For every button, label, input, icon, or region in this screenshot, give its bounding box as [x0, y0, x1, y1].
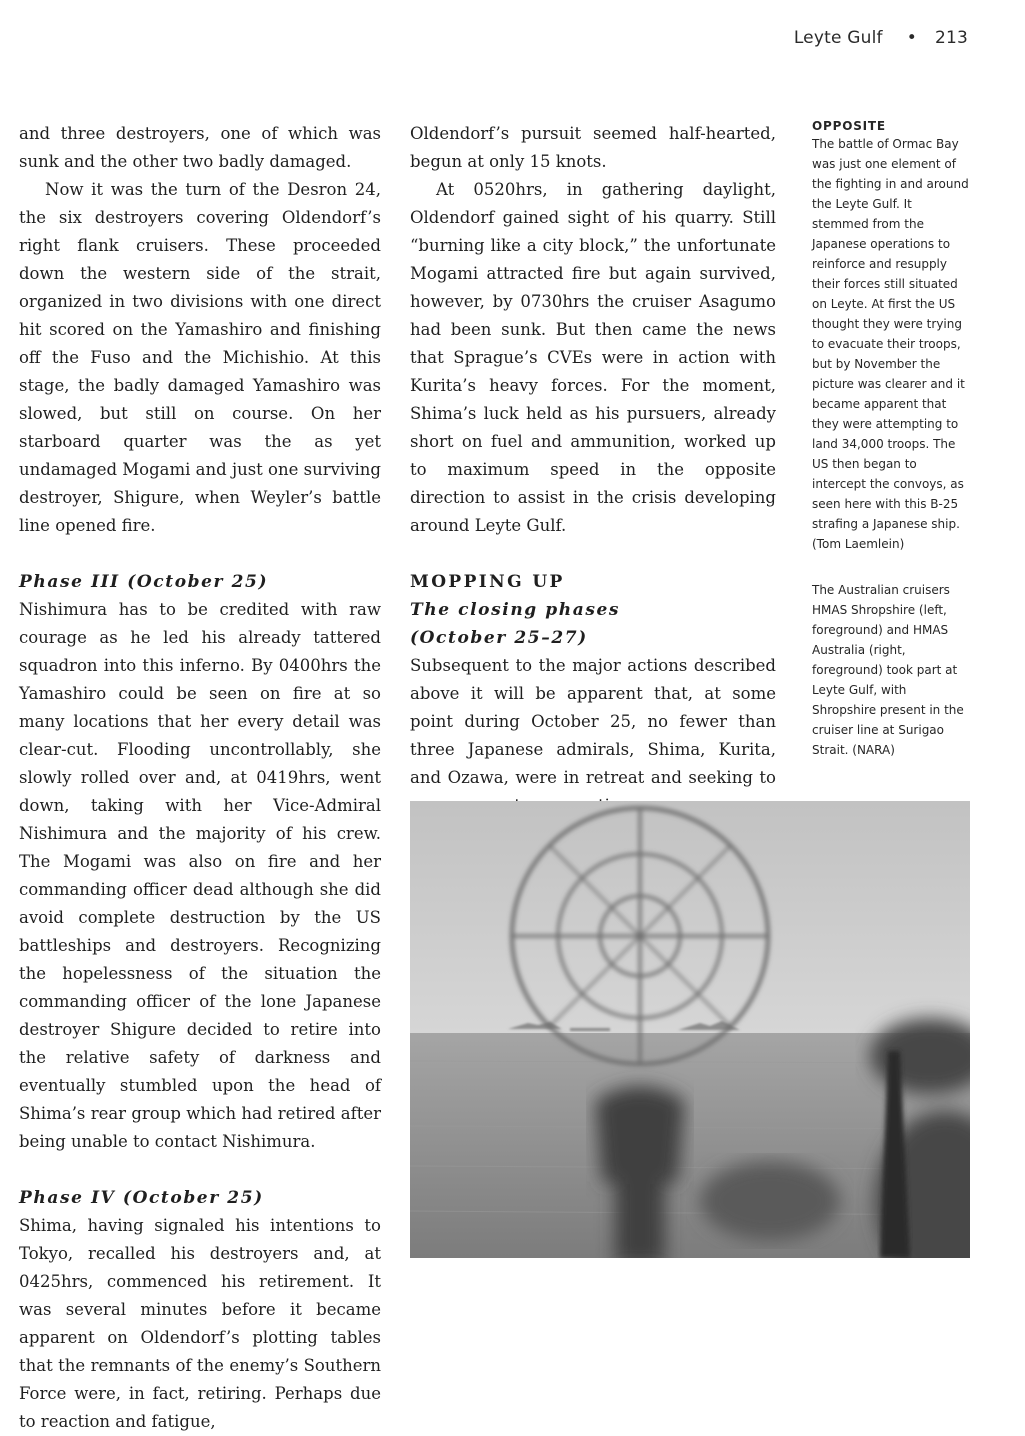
- left-paragraph-2: Now it was the turn of the Desron 24, the six destroyers covering Oldendorf’s right flank cruisers. These proceeded down the western side of the strait, organized in two divisions with one direct hit scored on the Yamashiro and finishing off the Fuso and the Michishio. At this stage, the badly damaged Yamashiro was slowed, but still on course. On her starboard quarter was the as yet undamaged Mogami and just one surviving destroyer, Shigure, when Weyler’s battle line opened fire.: [19, 180, 381, 535]
- header-separator: •: [906, 28, 917, 48]
- photo-caption: The Australian cruisers HMAS Shropshire (left, foreground) and HMAS Australia (right, foreground) took part at Leyte Gulf, with Shropshire present in the cruiser line at Surigao Strait. (NARA): [812, 583, 964, 757]
- middle-paragraph-3: Subsequent to the major actions described above it will be apparent that, at some point during October 25, no fewer than three Japanese admirals, Shima, Kurita, and Ozawa, were in retreat and seeking to: [410, 656, 776, 787]
- phase-4-heading: Phase IV (October 25): [19, 1188, 264, 1208]
- running-head: [794, 28, 968, 48]
- left-column: [19, 120, 381, 1436]
- opposite-caption: The battle of Ormac Bay was just one element of the fighting in and around the Leyte Gulf. It stemmed from the Japanese operations to reinforce and resupply their forces still situated on Leyte. At first the US thought they were trying to evacuate their troops, but by November the picture was clearer and it became apparent that they were attempting to land 34,000 troops. The US then began to intercept the convoys, as seen here with this B-25 strafing a Japanese ship. (Tom Laemlein): [812, 137, 969, 551]
- cruiser-photo: [410, 801, 970, 1258]
- middle-paragraph-2: At 0520hrs, in gathering daylight, Oldendorf gained sight of his quarry. Still “burning like a city block,” the unfortunate Mogami attracted fire but again survived, however, by 0730hrs the cruiser Asagumo had been sunk. But then came the news that Sprague’s CVEs were in action with Kurita’s heavy forces. For the moment, Shima’s luck held as his pursuers, already short on fuel and ammunition, worked up to maximum speed in the opposite direction to assist in the crisis developing around Leyte Gulf.: [410, 180, 776, 535]
- phase-3-heading: Phase III (October 25): [19, 572, 269, 592]
- page-number: 213: [934, 28, 968, 48]
- middle-paragraph-1: Oldendorf’s pursuit seemed half-hearted, begun at only 15 knots.: [410, 124, 776, 171]
- closing-phases-dates: (October 25–27): [410, 628, 588, 648]
- sidebar-captions: [812, 118, 970, 760]
- phase-3-text: Nishimura has to be credited with raw courage as he led his already tattered squadron into this inferno. By 0400hrs the Yamashiro could be seen on fire at so many locations that her every detail was clear-cut. Flooding uncontrollably, she slowly rolled over and, at 0419hrs, went down, taking with her Vice-Admiral Nishimura and the majority of his crew. The Mogami was also on fire and her commanding officer dead although she did avoid complete destruction by the US battleships and destroyers. Recognizing the hopelessness of the situation the commanding officer of the lone Japanese destroyer Shigure decided to retire into the relative safety of darkness and eventually stumbled upon the head of Shima’s rear group which had retired after being unable to contact Nishimura.: [19, 600, 381, 1151]
- closing-phases-heading: The closing phases: [410, 600, 621, 620]
- middle-column: [410, 120, 776, 820]
- left-paragraph-1: and three destroyers, one of which was sunk and the other two badly damaged.: [19, 124, 381, 171]
- mopping-up-heading: MOPPING UP: [410, 572, 565, 592]
- cruiser-photo-image: [410, 801, 970, 1258]
- opposite-label: OPPOSITE: [812, 119, 886, 133]
- section-title: Leyte Gulf: [793, 28, 883, 48]
- phase-4-text: Shima, having signaled his intentions to Tokyo, recalled his destroyers and, at 0425hrs, commenced his retirement. It was several minutes before it became apparent on Oldendorf’s plotting tables that the remnants of the enemy’s Southern Force were, in fact, retiring. Perhaps due to reaction and fatigue,: [19, 1216, 381, 1431]
